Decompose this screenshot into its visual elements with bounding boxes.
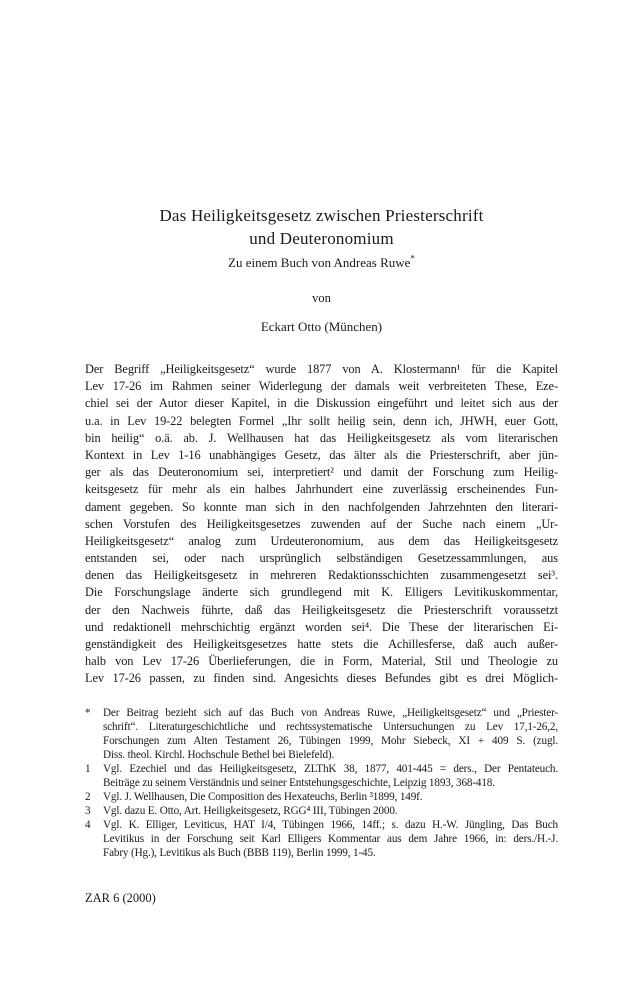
footnote-marker: * bbox=[85, 707, 91, 719]
footnote-line: Vgl. Ezechiel und das Heiligkeitsgesetz, ZLThK 38, 1877, 401-445 = ders., Der Pentateuch. bbox=[103, 763, 558, 775]
body-paragraph bbox=[85, 361, 558, 688]
body-line: Heiligkeitsgesetz“ analog zum Urdeuteronomium, aus dem das Heiligkeitsgesetz bbox=[85, 533, 558, 548]
body-line: bin heilig“ o.ä. ab. J. Wellhausen hat das Heiligkeitsgesetz als vom literarischen bbox=[85, 430, 558, 445]
body-line: ger als das Deuteronomium sei, interpretiert² und damit der Forschung zum Heilig- bbox=[85, 465, 558, 480]
footnote-line: Vgl. dazu E. Otto, Art. Heiligkeitsgesetz, RGG⁴ III, Tübingen 2000. bbox=[103, 805, 398, 817]
byline: von bbox=[312, 291, 331, 305]
article-title-line1: Das Heiligkeitsgesetz zwischen Priesterschrift bbox=[159, 206, 484, 225]
article-title-line2: und Deuteronomium bbox=[249, 228, 394, 248]
footnote-marker: 3 bbox=[85, 805, 91, 817]
footnote-1 bbox=[85, 762, 558, 790]
footnote-ref-asterisk: * bbox=[410, 253, 415, 264]
article-title bbox=[85, 205, 558, 250]
journal-footer: ZAR 6 (2000) bbox=[85, 891, 156, 905]
body-line: Die Forschungslage änderte sich grundlegend mit K. Elligers Levitikuskommentar, bbox=[85, 585, 558, 600]
body-line: schen Vorstufen des Heiligkeitsgesetzes zuwenden auf der Suche nach einem „Ur- bbox=[85, 516, 558, 531]
footnote-line: Diss. theol. Kirchl. Hochschule Bethel bei Bielefeld). bbox=[103, 749, 335, 761]
body-line: und redaktionell mehrschichtig ergänzt worden sei⁴. Die These der literarischen Ei- bbox=[85, 619, 558, 634]
subtitle-text: Zu einem Buch von Andreas Ruwe bbox=[228, 255, 411, 270]
footnote-2 bbox=[85, 790, 558, 804]
body-line: Lev 17-26 im Rahmen seiner Widerlegung der damals weit verbreiteten These, Eze- bbox=[85, 379, 558, 394]
body-line: dament gegeben. So konnte man sich in den nachfolgenden Jahrzehnten den literari- bbox=[85, 499, 558, 514]
footnote-marker: 1 bbox=[85, 763, 91, 775]
body-line: entstanden sei, oder nach ursprünglich selbständigen Gesetzessammlungen, aus bbox=[85, 551, 558, 566]
body-line: der den Nachweis führte, daß das Heiligkeitsgesetz die Priesterschrift voraussetzt bbox=[85, 602, 558, 617]
footnote-4 bbox=[85, 818, 558, 860]
body-line: keitsgesetz für mehr als ein halbes Jahrhundert eine zuverlässig erscheinendes Fun- bbox=[85, 482, 558, 497]
footnotes-section bbox=[85, 706, 558, 860]
footnote-line: Der Beitrag bezieht sich auf das Buch von Andreas Ruwe, „Heiligkeitsgesetz“ und „Priester- bbox=[103, 707, 558, 719]
body-line: u.a. in Lev 19-22 belegten Formel „Ihr sollt heilig sein, denn ich, JHWH, euer Gott, bbox=[85, 413, 558, 428]
footnote-line: Forschungen zum Alten Testament 26, Tübingen 1999, Mohr Siebeck, XI + 409 S. (zugl. bbox=[103, 735, 558, 747]
body-line: halb von Lev 17-26 Überlieferungen, die in Form, Material, Stil und Theologie zu bbox=[85, 654, 558, 669]
footnote-line: schrift“. Literaturgeschichtliche und rechtssystematische Untersuchungen zu Lev 17,1-26,2, bbox=[103, 721, 558, 733]
body-line: Kontext in Lev 1-16 unabhängiges Gesetz, das älter als die Priesterschrift, aber jün- bbox=[85, 447, 558, 462]
body-line: Lev 17-26 passen, zu finden sind. Angesichts dieses Befundes gibt es drei Möglich- bbox=[85, 671, 558, 686]
body-line: Der Begriff „Heiligkeitsgesetz“ wurde 1877 von A. Klostermann¹ für die Kapitel bbox=[85, 362, 558, 376]
author-name: Eckart Otto (München) bbox=[260, 319, 383, 334]
page-content bbox=[85, 0, 558, 985]
footnote-line: Beiträge zu seinem Verständnis und seiner Entstehungsgeschichte, Leipzig 1893, 368-418. bbox=[103, 777, 495, 789]
footnote-line: Levitikus in der Forschung seit Karl Elligers Kommentar aus dem Jahre 1966, in: ders./H.-J. bbox=[103, 833, 558, 845]
footnote-line: Vgl. K. Elliger, Leviticus, HAT I/4, Tübingen 1966, 14ff.; s. dazu H.-W. Jüngling, Das Buch bbox=[103, 819, 558, 831]
footnote-star bbox=[85, 706, 558, 762]
footnote-marker: 2 bbox=[85, 791, 91, 803]
body-line: denen das Heiligkeitsgesetz in mehreren Redaktionsschichten zusammengesetzt sei³. bbox=[85, 568, 558, 583]
body-line: chiel sei der Autor dieser Kapitel, in die Diskussion eingeführt und leitet sich aus der bbox=[85, 396, 558, 411]
footnote-3 bbox=[85, 804, 558, 818]
footnote-line: Fabry (Hg.), Levitikus als Buch (BBB 119), Berlin 1999, 1-45. bbox=[103, 847, 376, 859]
body-line: genständigkeit des Heiligkeitsgesetzes hatte stets die Achillesferse, daß auch außer- bbox=[85, 637, 558, 651]
footnote-line: Vgl. J. Wellhausen, Die Composition des Hexateuchs, Berlin ³1899, 149f. bbox=[103, 791, 423, 803]
footnote-marker: 4 bbox=[85, 819, 91, 831]
article-subtitle bbox=[85, 255, 558, 271]
